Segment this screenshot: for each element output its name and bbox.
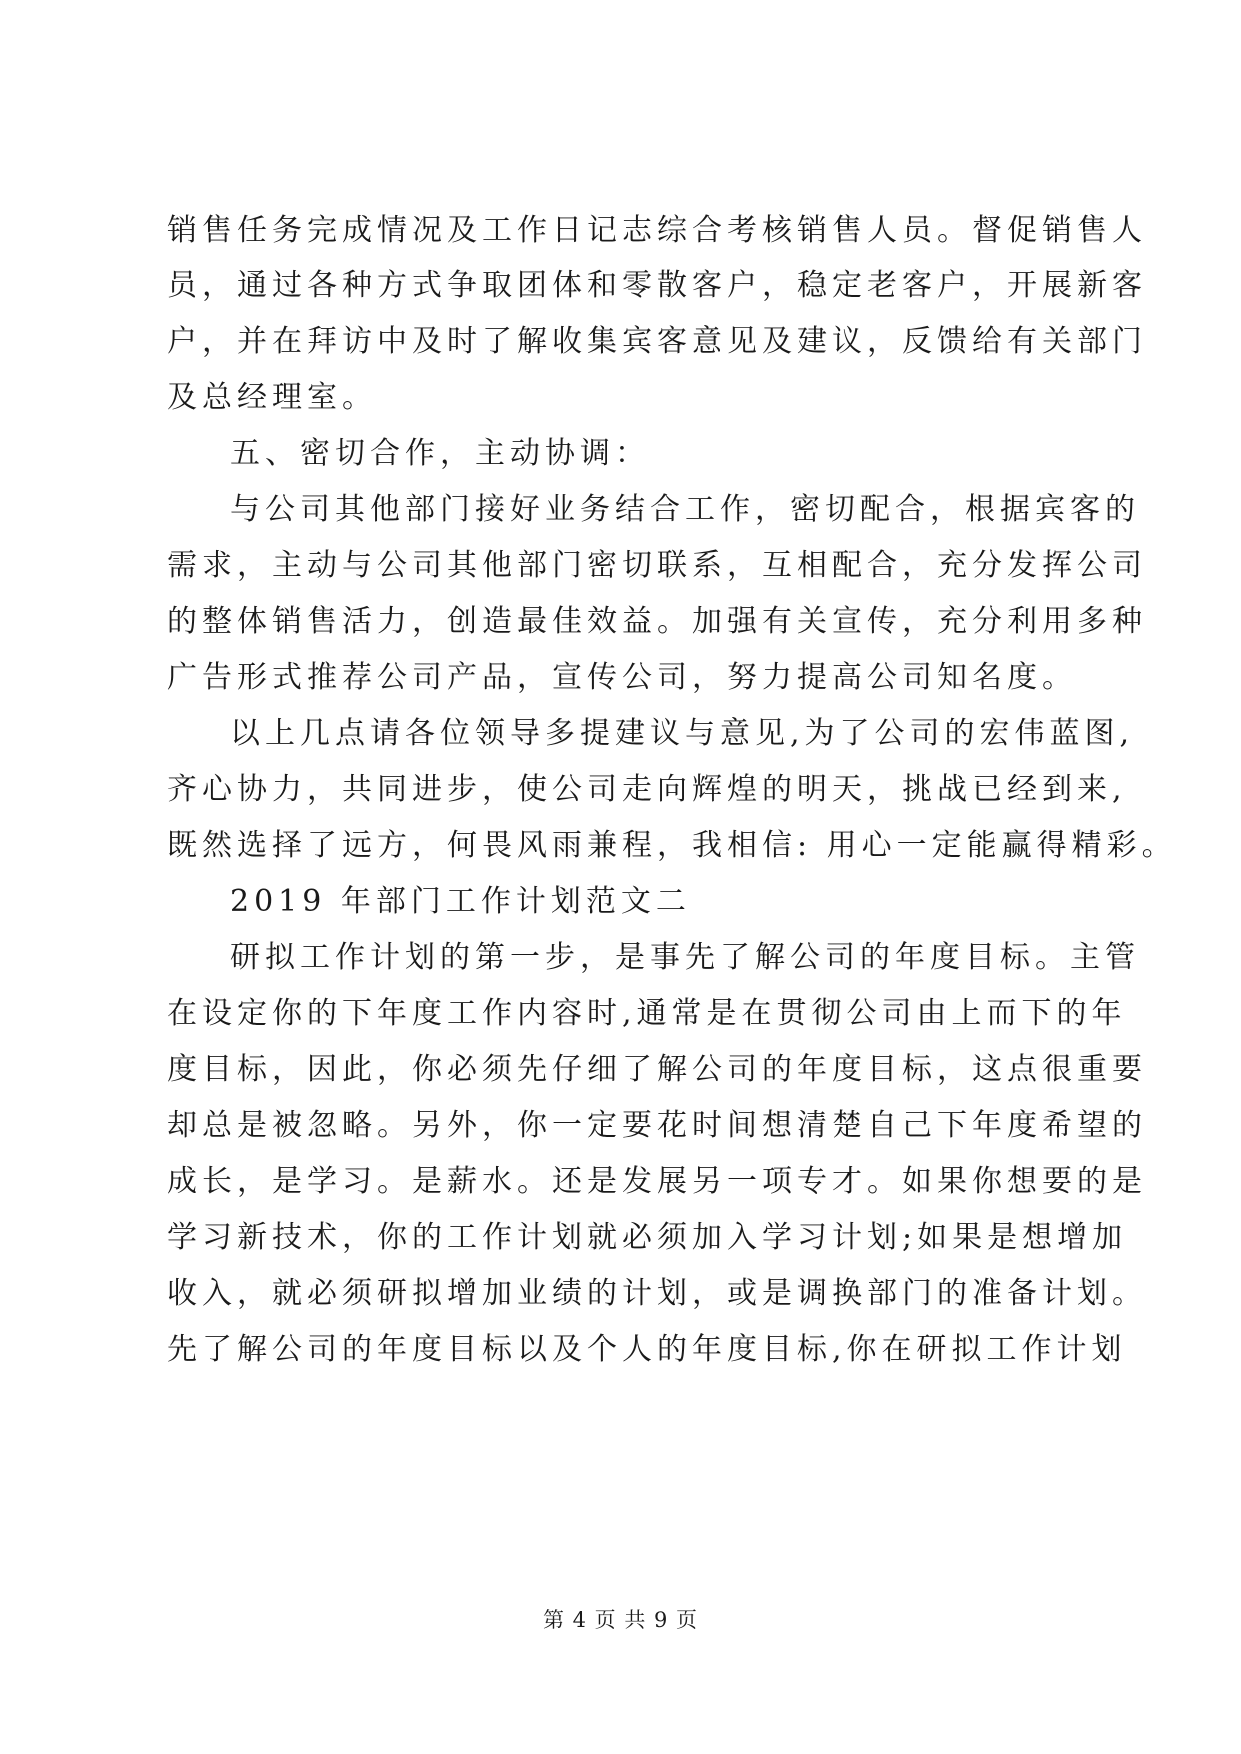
body-line: 与公司其他部门接好业务结合工作，密切配合，根据宾客的 (230, 492, 1140, 527)
body-line: 需求，主动与公司其他部门密切联系，互相配合，充分发挥公司 (167, 548, 1147, 583)
body-line: 员，通过各种方式争取团体和零散客户，稳定老客户，开展新客 (167, 268, 1147, 303)
body-line: 研拟工作计划的第一步，是事先了解公司的年度目标。主管 (230, 940, 1140, 975)
body-line: 度目标，因此，你必须先仔细了解公司的年度目标，这点很重要 (167, 1052, 1147, 1087)
body-line: 在设定你的下年度工作内容时,通常是在贯彻公司由上而下的年 (167, 996, 1127, 1031)
body-line: 齐心协力，共同进步，使公司走向辉煌的明天，挑战已经到来, (167, 772, 1127, 807)
section-heading: 五、密切合作，主动协调： (230, 436, 650, 471)
body-line: 成长，是学习。是薪水。还是发展另一项专才。如果你想要的是 (167, 1164, 1147, 1199)
body-line: 以上几点请各位领导多提建议与意见,为了公司的宏伟蓝图, (230, 716, 1135, 751)
body-line: 先了解公司的年度目标以及个人的年度目标,你在研拟工作计划 (167, 1332, 1127, 1367)
body-line: 学习新技术，你的工作计划就必须加入学习计划;如果是想增加 (167, 1220, 1128, 1255)
body-line: 广告形式推荐公司产品，宣传公司，努力提高公司知名度。 (167, 660, 1077, 695)
page-number-footer: 第 4 页 共 9 页 (542, 1608, 699, 1632)
section-heading: 2019 年部门工作计划范文二 (230, 884, 691, 919)
body-line: 户，并在拜访中及时了解收集宾客意见及建议，反馈给有关部门 (167, 324, 1147, 359)
body-line: 既然选择了远方，何畏风雨兼程，我相信: 用心一定能赢得精彩。 (167, 828, 1177, 863)
body-line: 收入，就必须研拟增加业绩的计划，或是调换部门的准备计划。 (167, 1276, 1147, 1311)
body-line: 的整体销售活力，创造最佳效益。加强有关宣传，充分利用多种 (167, 604, 1147, 639)
body-line: 及总经理室。 (167, 380, 377, 415)
body-line: 销售任务完成情况及工作日记志综合考核销售人员。督促销售人 (167, 213, 1147, 248)
body-line: 却总是被忽略。另外，你一定要花时间想清楚自己下年度希望的 (167, 1108, 1147, 1143)
